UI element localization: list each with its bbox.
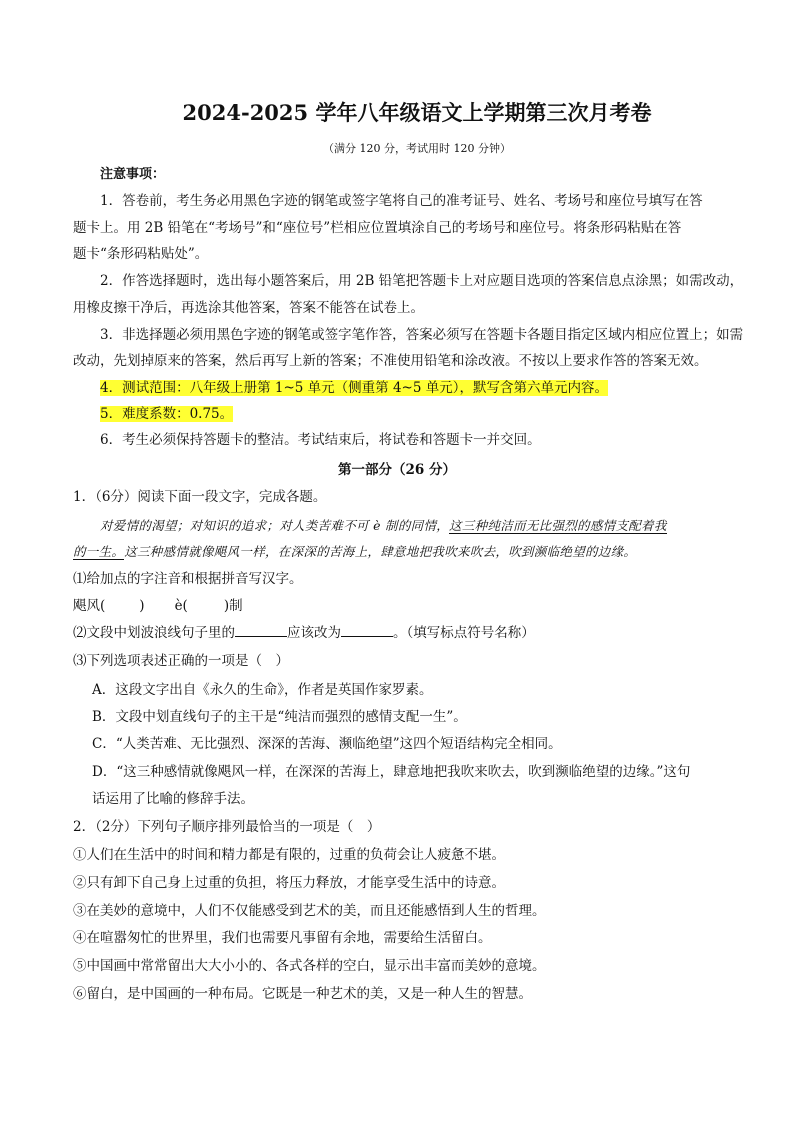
notice-item-4 xyxy=(100,379,760,397)
option-c: C．“人类苦难、无比强烈、深深的苦海、濒临绝望”这四个短语结构完全相同。 xyxy=(92,736,562,752)
passage-text: 这三种感情就像飓风一样，在深深的苦海上，肆意地把我吹来吹去，吹到濒临绝望的边缘。 xyxy=(124,544,637,559)
option-d-line-2: 话运用了比喻的修辞手法。 xyxy=(92,791,254,807)
sentence-6: ⑥留白，是中国画的一种布局。它既是一种艺术的美，又是一种人生的智慧。 xyxy=(73,986,532,1002)
option-a: A．这段文字出自《永久的生命》，作者是英国作家罗素。 xyxy=(92,682,433,698)
notice-item-2-line-2: 用橡皮擦干净后，再选涂其他答案，答案不能答在试卷上。 xyxy=(73,300,424,316)
question-1-sub-1-answer xyxy=(73,597,733,615)
pinyin-item-close: ) xyxy=(139,598,145,614)
notice-item-3-line-1: 3．非选择题必须用黑色字迹的钢笔或签字笔作答，答案必须写在答题卡各题目指定区域内相应位置上；如需 xyxy=(100,327,744,343)
notice-item-1-line-1: 1．答卷前，考生务必用黑色字迹的钢笔或签字笔将自己的准考证号、姓名、考场号和座位号填写在答 xyxy=(100,193,703,209)
notice-heading: 注意事项： xyxy=(100,167,166,182)
straight-underlined-text: 的一生。 xyxy=(73,544,125,559)
sentence-4: ④在喧嚣匆忙的世界里，我们也需要凡事留有余地，需要给生活留白。 xyxy=(73,930,492,946)
hanzi-item-label: è( xyxy=(174,598,188,614)
exam-subtitle: （满分 120 分，考试用时 120 分钟） xyxy=(323,142,511,155)
exam-title: 2024-2025 学年八年级语文上学期第三次月考卷 xyxy=(182,100,652,125)
notice-item-2-line-1: 2．作答选择题时，选出每小题答案后，用 2B 铅笔把答题卡上对应题目选项的答案信息点涂黑；如需改动， xyxy=(100,273,744,289)
sentence-3: ③在美妙的意境中，人们不仅能感受到艺术的美，而且还能感悟到人生的哲理。 xyxy=(73,903,546,919)
answer-blank[interactable] xyxy=(341,624,393,637)
passage-line-1 xyxy=(100,517,760,535)
pinyin-item-label: 飓风( xyxy=(73,598,106,614)
passage-text: 对爱情的渴望；对知识的追求；对人类苦难不可 è 制的同情， xyxy=(100,518,450,533)
option-b: B．文段中划直线句子的主干是“纯洁而强烈的感情支配一生”。 xyxy=(92,709,467,725)
sentence-5: ⑤中国画中常常留出大大小小的、各式各样的空白，显示出丰富而美妙的意境。 xyxy=(73,958,546,974)
highlighted-text: 5．难度系数：0.75。 xyxy=(100,406,234,422)
notice-item-3-line-2: 改动，先划掉原来的答案，然后再写上新的答案；不准使用铅笔和涂改液。不按以上要求作答的答案无效。 xyxy=(73,353,708,369)
highlighted-text: 4．测试范围：八年级上册第 1~5 单元（侧重第 4~5 单元），默写含第六单元内容。 xyxy=(100,380,608,396)
question-1-stem: 1．（6分）阅读下面一段文字，完成各题。 xyxy=(73,489,327,505)
sub-2-text: 应该改为 xyxy=(287,625,341,641)
hanzi-item-close: )制 xyxy=(223,598,243,614)
sub-2-text: ⑵文段中划波浪线句子里的 xyxy=(73,625,235,641)
notice-item-5 xyxy=(100,405,760,423)
answer-blank[interactable] xyxy=(235,624,287,637)
sentence-2: ②只有卸下自己身上过重的负担，将压力释放，才能享受生活中的诗意。 xyxy=(73,875,505,891)
notice-item-1-line-3: 题卡“条形码粘贴处”。 xyxy=(73,246,209,262)
notice-item-6: 6．考生必须保持答题卡的整洁。考试结束后，将试卷和答题卡一并交回。 xyxy=(100,432,541,448)
question-2-stem: 2．（2分）下列句子顺序排列最恰当的一项是（ ） xyxy=(73,819,381,835)
passage-line-2 xyxy=(73,543,733,561)
option-d-line-1: D．“这三种感情就像飓风一样，在深深的苦海上，肆意地把我吹来吹去，吹到濒临绝望的边缘。”这句 xyxy=(92,764,691,780)
question-1-sub-2 xyxy=(73,624,733,642)
sub-2-text: 。（填写标点符号名称） xyxy=(393,625,535,641)
straight-underlined-text: 这三种纯洁而无比强烈的感情支配着我 xyxy=(449,518,667,533)
question-1-sub-3: ⑶下列选项表述正确的一项是（ ） xyxy=(73,653,289,669)
section-title: 第一部分（26 分） xyxy=(338,462,456,478)
sentence-1: ①人们在生活中的时间和精力都是有限的，过重的负荷会让人疲惫不堪。 xyxy=(73,847,505,863)
question-1-sub-1: ⑴给加点的字注音和根据拼音写汉字。 xyxy=(73,571,303,587)
notice-item-1-line-2: 题卡上。用 2B 铅笔在“考场号”和“座位号”栏相应位置填涂自己的考场号和座位号。将条形码粘贴在答 xyxy=(73,220,682,236)
